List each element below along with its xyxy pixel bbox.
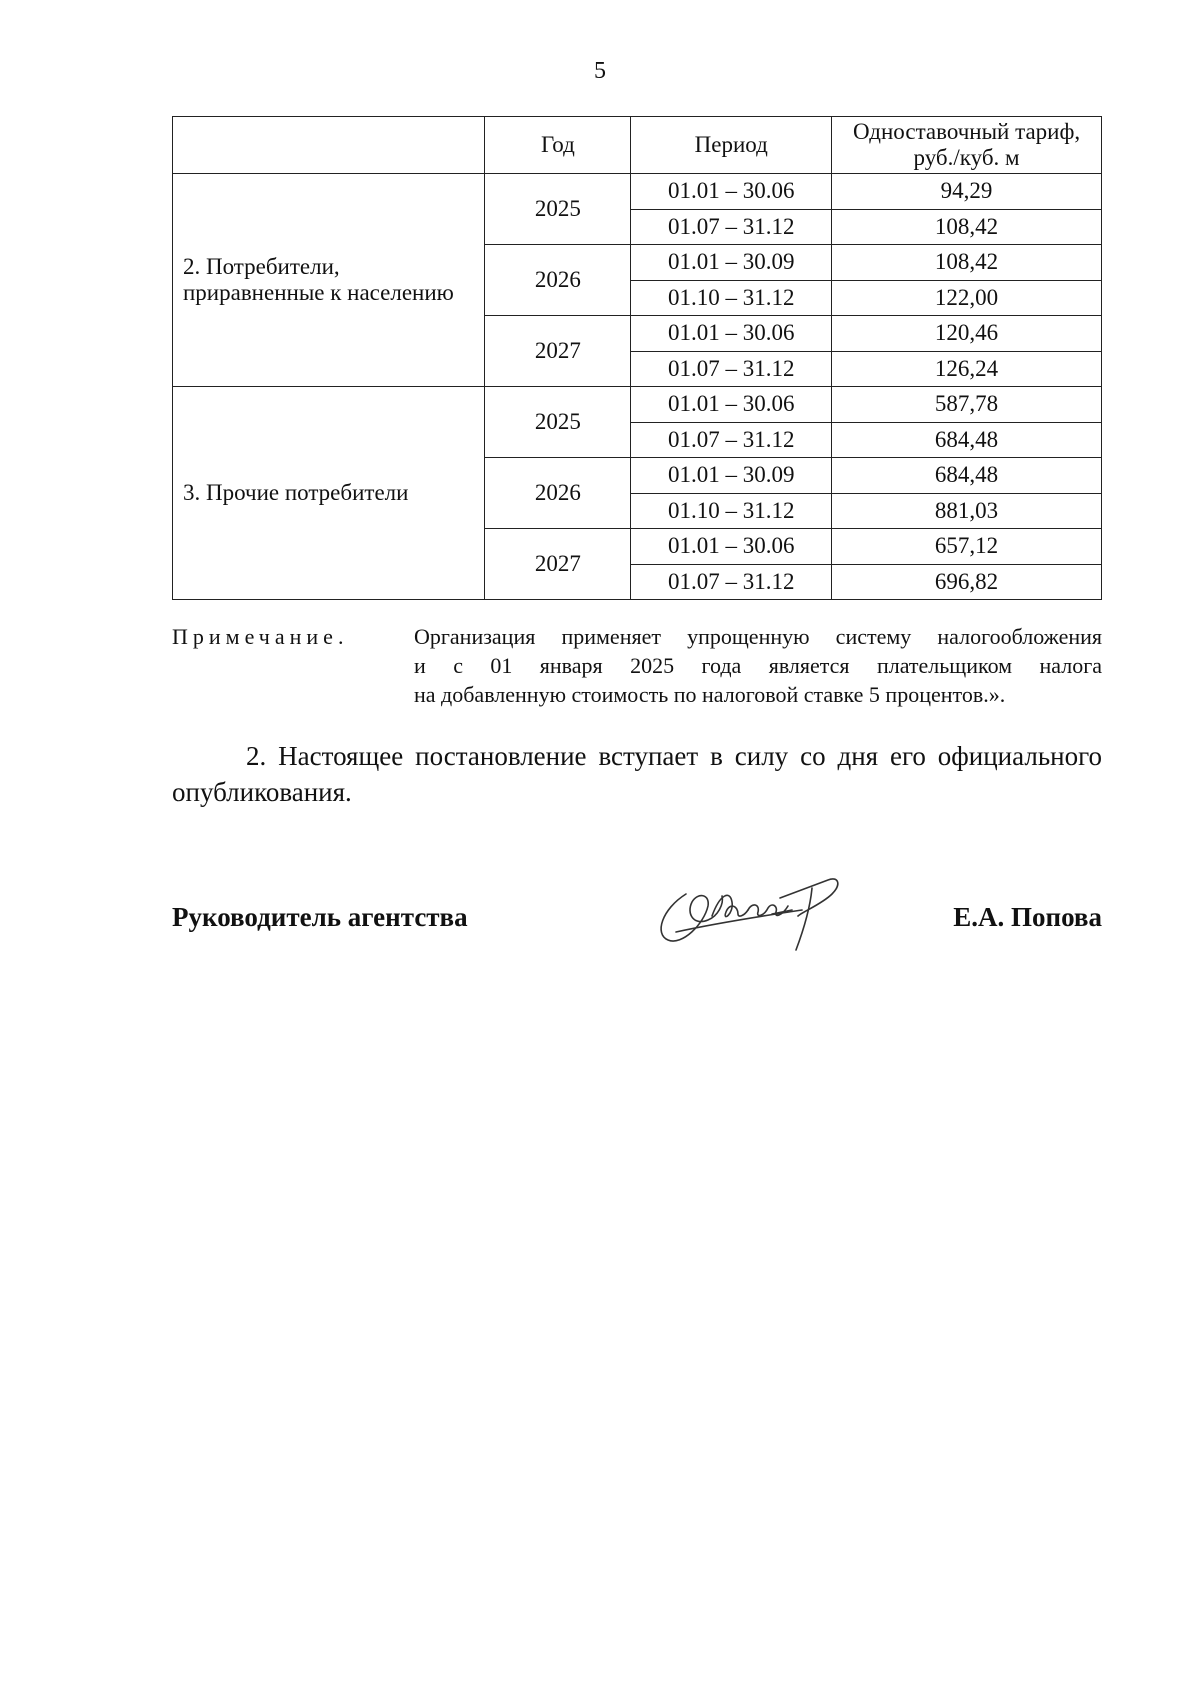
tariff-cell: 120,46	[832, 316, 1102, 352]
paragraph-line: опубликования.	[172, 777, 352, 807]
note-line: на добавленную стоимость по налоговой ставке 5 процентов.».	[414, 682, 1006, 707]
year-cell: 2025	[485, 387, 631, 458]
table-header-row	[173, 117, 1102, 174]
note-text	[414, 622, 1102, 709]
group-label-line1: 2. Потребители,	[183, 254, 340, 279]
tariff-cell: 881,03	[832, 493, 1102, 529]
header-tariff-line2: руб./куб. м	[913, 145, 1020, 170]
header-tariff-line1: Одноставочный тариф,	[852, 119, 1081, 144]
period-cell: 01.01 – 30.09	[631, 245, 832, 281]
period-cell: 01.01 – 30.09	[631, 458, 832, 494]
year-cell: 2026	[485, 458, 631, 529]
header-group	[173, 117, 485, 174]
signatory-role: Руководитель агентства	[172, 902, 468, 932]
signatory-name: Е.А. Попова	[953, 902, 1102, 932]
tariff-cell: 108,42	[832, 209, 1102, 245]
group-label-line1: 3. Прочие потребители	[183, 480, 409, 505]
period-cell: 01.07 – 31.12	[631, 351, 832, 387]
year-cell: 2027	[485, 529, 631, 600]
tariff-cell: 126,24	[832, 351, 1102, 387]
handwritten-signature	[652, 854, 862, 954]
page-number: 5	[594, 58, 606, 84]
period-cell: 01.01 – 30.06	[631, 529, 832, 565]
tariff-cell: 108,42	[832, 245, 1102, 281]
tariff-cell: 684,48	[832, 458, 1102, 494]
period-cell: 01.01 – 30.06	[631, 316, 832, 352]
tariff-cell: 696,82	[832, 564, 1102, 600]
tariff-cell: 122,00	[832, 280, 1102, 316]
note-label: Примечание.	[172, 624, 349, 649]
period-cell: 01.07 – 31.12	[631, 564, 832, 600]
paragraph-line: 2. Настоящее постановление вступает в силу со дня его официального	[246, 741, 1102, 771]
period-cell: 01.01 – 30.06	[631, 174, 832, 210]
period-cell: 01.07 – 31.12	[631, 209, 832, 245]
note-line: Организация применяет упрощенную систему налогообложения	[414, 624, 1102, 649]
header-year: Год	[485, 117, 631, 174]
tariff-cell: 94,29	[832, 174, 1102, 210]
period-cell: 01.07 – 31.12	[631, 422, 832, 458]
header-period: Период	[631, 117, 832, 174]
header-tariff	[832, 117, 1102, 174]
table-row	[173, 387, 1102, 423]
year-cell: 2026	[485, 245, 631, 316]
period-cell: 01.01 – 30.06	[631, 387, 832, 423]
year-cell: 2027	[485, 316, 631, 387]
period-cell: 01.10 – 31.12	[631, 493, 832, 529]
tariff-cell: 657,12	[832, 529, 1102, 565]
table-row	[173, 174, 1102, 210]
group-label-line2: приравненные к населению	[183, 280, 454, 305]
period-cell: 01.10 – 31.12	[631, 280, 832, 316]
group-label-other-consumers	[173, 387, 485, 600]
tariff-cell: 587,78	[832, 387, 1102, 423]
year-cell: 2025	[485, 174, 631, 245]
note-line: и с 01 января 2025 года является плательщиком налога	[414, 653, 1102, 678]
tariff-table	[172, 116, 1102, 600]
effective-date-paragraph	[172, 738, 1102, 810]
group-label-population-equivalent	[173, 174, 485, 387]
tariff-cell: 684,48	[832, 422, 1102, 458]
